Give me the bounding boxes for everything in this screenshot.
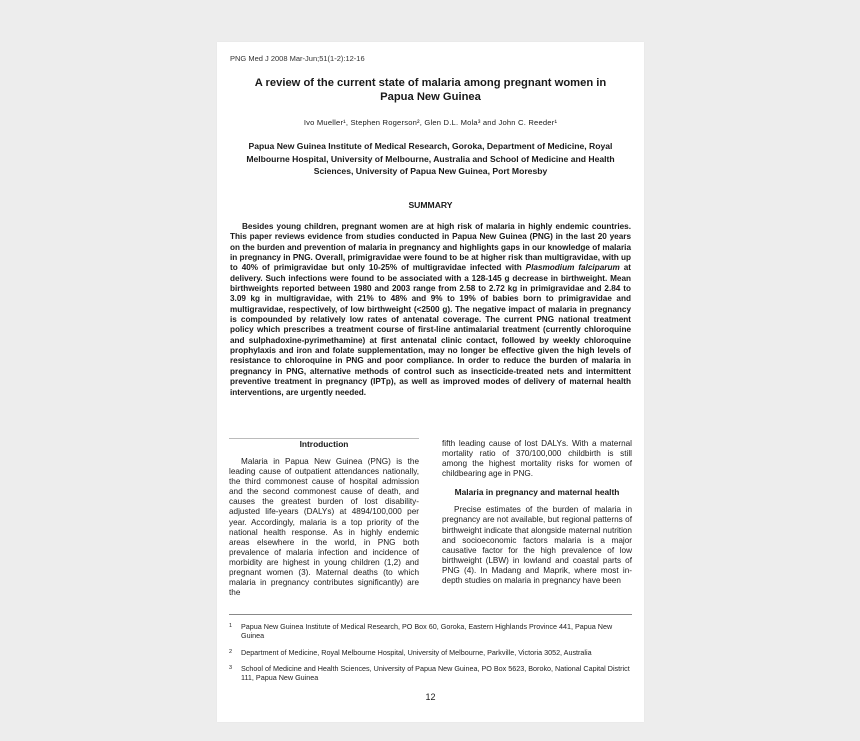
summary-text-part-1: Besides young children, pregnant women are at high risk of malaria in highly endemic countries. This paper reviews evidence from studies conducted in Papua New Guinea (PNG) in the last 20 years on the burden and prevention of malaria in pregnancy and highlights gaps in our knowledge of malaria in pregnancy in PNG. Overall, primigravidae were found to be at higher risk than multigravidae, with up to 40% of primigravidae but only 10-25% of multigravidae infected with: [230, 222, 631, 273]
footnote-mark: 2: [229, 648, 233, 655]
introduction-heading: Introduction: [299, 439, 349, 449]
right-column: [442, 439, 632, 586]
footnotes: [229, 622, 632, 689]
footnote-3: [229, 664, 632, 683]
introduction-continued: fifth leading cause of lost DALYs. With a maternal mortality ratio of 370/100,000 childbirth is still among the highest mortality risks for women of childbearing age in PNG.: [442, 439, 632, 479]
section-paragraph-malaria-pregnancy: Precise estimates of the burden of malaria in pregnancy are not available, but regional patterns of birthweight indicate that alongside maternal nutrition and socioeconomic factors malaria is a major causative factor for the high prevalence of low birthweight (LBW) in lowland and coastal parts of PNG (4). In Madang and Maprik, where most in-depth studies on malaria in pregnancy have been: [442, 505, 632, 586]
footnote-text: Department of Medicine, Royal Melbourne Hospital, University of Melbourne, Parkville, Victoria 3052, Australia: [241, 647, 592, 657]
footnote-text: School of Medicine and Health Sciences, University of Papua New Guinea, PO Box 5623, Boroko, National Capital District 111, Papua New Guinea: [241, 663, 630, 683]
section-heading-malaria-pregnancy: Malaria in pregnancy and maternal health: [454, 487, 620, 498]
affiliation-block: Papua New Guinea Institute of Medical Research, Goroka, Department of Medicine, Royal Melbourne Hospital, University of Melbourne, Australia and School of Medicine and Health Sciences, University of Papua New Guinea, Port Moresby: [246, 141, 615, 177]
running-head: PNG Med J 2008 Mar-Jun;51(1-2):12-16: [230, 54, 365, 63]
footnote-mark: 3: [229, 664, 233, 671]
footnote-1: [229, 622, 632, 641]
footnote-mark: 1: [229, 623, 233, 629]
footnote-2: [229, 648, 632, 657]
footnote-text: Papua New Guinea Institute of Medical Research, PO Box 60, Goroka, Eastern Highlands Province 441, Papua New Guinea: [241, 622, 613, 641]
summary-paragraph: [230, 222, 631, 398]
left-column: [229, 439, 419, 598]
introduction-paragraph: Malaria in Papua New Guinea (PNG) is the leading cause of outpatient attendances nationally, the third commonest cause of hospital admission and the second commonest cause of death, and causes the greatest burden of lost disability-adjusted life-years (DALYs) at 4894/100,000 per year. Accordingly, malaria is a top priority of the national health response. As in highly endemic areas elsewhere in the world, in PNG both prevalence of malaria infection and incidence of morbidity are highest in young children (1,2) and pregnant women (3). Maternal deaths (to which malaria in pregnancy contributes significantly) are the: [229, 457, 419, 598]
footnote-rule: [229, 614, 632, 615]
species-name: Plasmodium falciparum: [525, 263, 620, 273]
paper-title: A review of the current state of malaria among pregnant women in Papua New Guinea: [254, 77, 607, 103]
author-list: Ivo Mueller¹, Stephen Rogerson², Glen D.L. Mola³ and John C. Reeder¹: [303, 118, 558, 127]
summary-heading: SUMMARY: [408, 200, 453, 210]
page-number: 12: [425, 692, 436, 702]
summary-text-part-2: at delivery. Such infections were found to be associated with a 128-145 g decrease in birthweight. Mean birthweights reported between 1980 and 2003 range from 2.58 to 2.72 kg in primigravidae and 2.84 to 3.09 kg in multigravidae, with 21% to 48% and 9% to 19% of babies born to primigravidae and multigravidae, respectively, of low birthweight (<2500 g). The negative impact of malaria in pregnancy is compounded by relatively low rates of antenatal coverage. The current PNG national treatment policy which prescribes a treatment course of first-line antimalarial treatment (currently chloroquine and sulphadoxine-pyrimethamine) at first antenatal clinic contact, followed by weekly chloroquine prophylaxis and iron and folate supplementation, may no longer be effective given the high levels of resistance to chloroquine in PNG and poor compliance. In order to reduce the burden of malaria in pregnancy in PNG, alternative methods of control such as insecticide-treated nets and intermittent preventive treatment in pregnancy (IPTp), as well as improved modes of delivery of maternal health interventions, are urgently needed.: [230, 263, 631, 397]
paper-page: [217, 42, 644, 722]
